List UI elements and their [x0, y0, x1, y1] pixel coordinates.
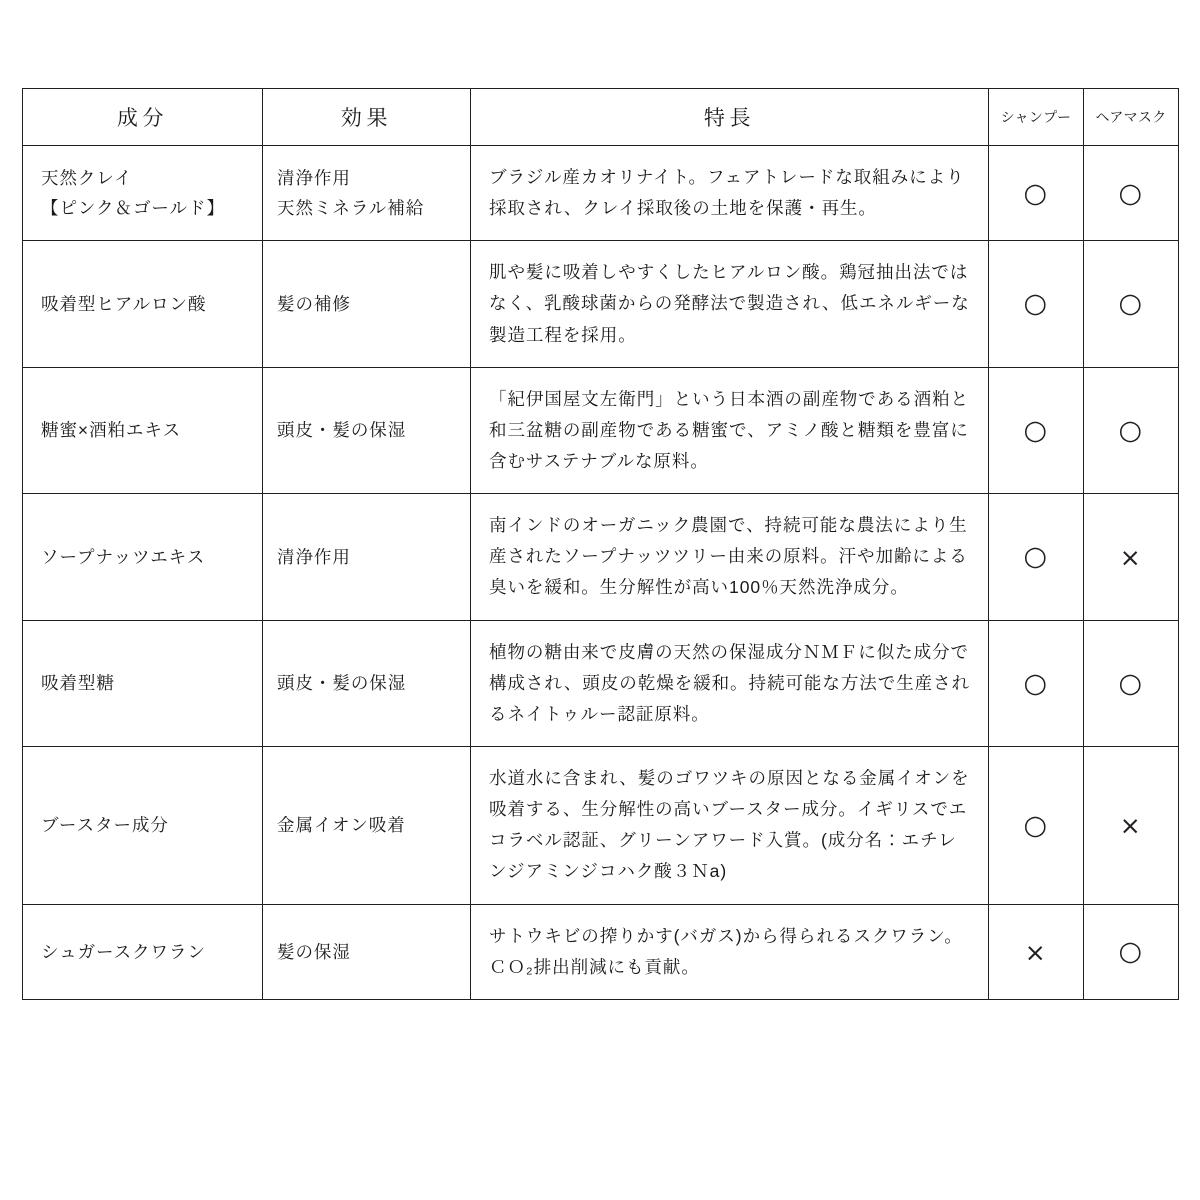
- ingredients-table: [22, 88, 1179, 1000]
- cell-ingredient-name: シュガースクワラン: [23, 904, 263, 999]
- cell-feature: サトウキビの搾りかす(バガス)から得られるスクワラン。ＣＯ₂排出削減にも貢献。: [471, 904, 989, 999]
- cell-hair-mask-mark: [1084, 367, 1179, 493]
- availability-mark: ○: [1118, 936, 1144, 968]
- column-header-shampoo: シャンプー: [989, 89, 1084, 146]
- cell-shampoo-mark: [989, 367, 1084, 493]
- cell-feature: 「紀伊国屋文左衛門」という日本酒の副産物である酒粕と和三盆糖の副産物である糖蜜で、アミノ酸と糖類を豊富に含むサステナブルな原料。: [471, 367, 989, 493]
- table-row: [23, 146, 1179, 241]
- cell-shampoo-mark: [989, 241, 1084, 367]
- availability-mark: ○: [1118, 667, 1144, 699]
- availability-mark: ○: [1023, 667, 1049, 699]
- cell-shampoo-mark: [989, 494, 1084, 620]
- availability-mark: ×: [1119, 811, 1143, 841]
- availability-mark: ○: [1023, 288, 1049, 320]
- table-row: [23, 241, 1179, 367]
- cell-feature: ブラジル産カオリナイト。フェアトレードな取組みにより採取され、クレイ採取後の土地を保護・再生。: [471, 146, 989, 241]
- cell-shampoo-mark: [989, 146, 1084, 241]
- cell-ingredient-name: 天然クレイ 【ピンク＆ゴールド】: [23, 146, 263, 241]
- table-row: [23, 904, 1179, 999]
- cell-feature: 植物の糖由来で皮膚の天然の保湿成分ＮＭＦに似た成分で構成され、頭皮の乾燥を緩和。持続可能な方法で生産されるネイトゥルー認証原料。: [471, 620, 989, 746]
- column-header-effect: 効果: [263, 89, 471, 146]
- cell-hair-mask-mark: [1084, 241, 1179, 367]
- availability-mark: ○: [1118, 414, 1144, 446]
- availability-mark: ○: [1023, 809, 1049, 841]
- cell-hair-mask-mark: [1084, 904, 1179, 999]
- cell-shampoo-mark: [989, 904, 1084, 999]
- cell-effect: 髪の補修: [263, 241, 471, 367]
- cell-ingredient-name: 糖蜜×酒粕エキス: [23, 367, 263, 493]
- column-header-ingredient: 成分: [23, 89, 263, 146]
- table-header: [23, 89, 1179, 146]
- availability-mark: ○: [1118, 177, 1144, 209]
- cell-ingredient-name: ブースター成分: [23, 746, 263, 904]
- cell-hair-mask-mark: [1084, 746, 1179, 904]
- cell-shampoo-mark: [989, 746, 1084, 904]
- availability-mark: ○: [1023, 414, 1049, 446]
- cell-feature: 水道水に含まれ、髪のゴワツキの原因となる金属イオンを吸着する、生分解性の高いブースター成分。イギリスでエコラベル認証、グリーンアワード入賞。(成分名：エチレンジアミンジコハク酸３Ｎa): [471, 746, 989, 904]
- cell-ingredient-name: 吸着型糖: [23, 620, 263, 746]
- availability-mark: ×: [1119, 542, 1143, 572]
- column-header-hair-mask: ヘアマスク: [1084, 89, 1179, 146]
- cell-shampoo-mark: [989, 620, 1084, 746]
- column-header-feature: 特長: [471, 89, 989, 146]
- availability-mark: ○: [1023, 177, 1049, 209]
- cell-ingredient-name: ソープナッツエキス: [23, 494, 263, 620]
- table-row: [23, 746, 1179, 904]
- table-body: [23, 146, 1179, 1000]
- table-row: [23, 494, 1179, 620]
- cell-effect: 髪の保湿: [263, 904, 471, 999]
- cell-effect: 清浄作用: [263, 494, 471, 620]
- cell-effect: 清浄作用 天然ミネラル補給: [263, 146, 471, 241]
- cell-effect: 金属イオン吸着: [263, 746, 471, 904]
- availability-mark: ○: [1023, 541, 1049, 573]
- table-row: [23, 367, 1179, 493]
- table-row: [23, 620, 1179, 746]
- cell-effect: 頭皮・髪の保湿: [263, 620, 471, 746]
- header-row: [23, 89, 1179, 146]
- cell-effect: 頭皮・髪の保湿: [263, 367, 471, 493]
- cell-ingredient-name: 吸着型ヒアルロン酸: [23, 241, 263, 367]
- cell-hair-mask-mark: [1084, 620, 1179, 746]
- cell-hair-mask-mark: [1084, 146, 1179, 241]
- cell-hair-mask-mark: [1084, 494, 1179, 620]
- availability-mark: ○: [1118, 288, 1144, 320]
- cell-feature: 肌や髪に吸着しやすくしたヒアルロン酸。鶏冠抽出法ではなく、乳酸球菌からの発酵法で製造され、低エネルギーな製造工程を採用。: [471, 241, 989, 367]
- cell-feature: 南インドのオーガニック農園で、持続可能な農法により生産されたソープナッツツリー由来の原料。汗や加齢による臭いを緩和。生分解性が高い100％天然洗浄成分。: [471, 494, 989, 620]
- availability-mark: ×: [1024, 937, 1048, 967]
